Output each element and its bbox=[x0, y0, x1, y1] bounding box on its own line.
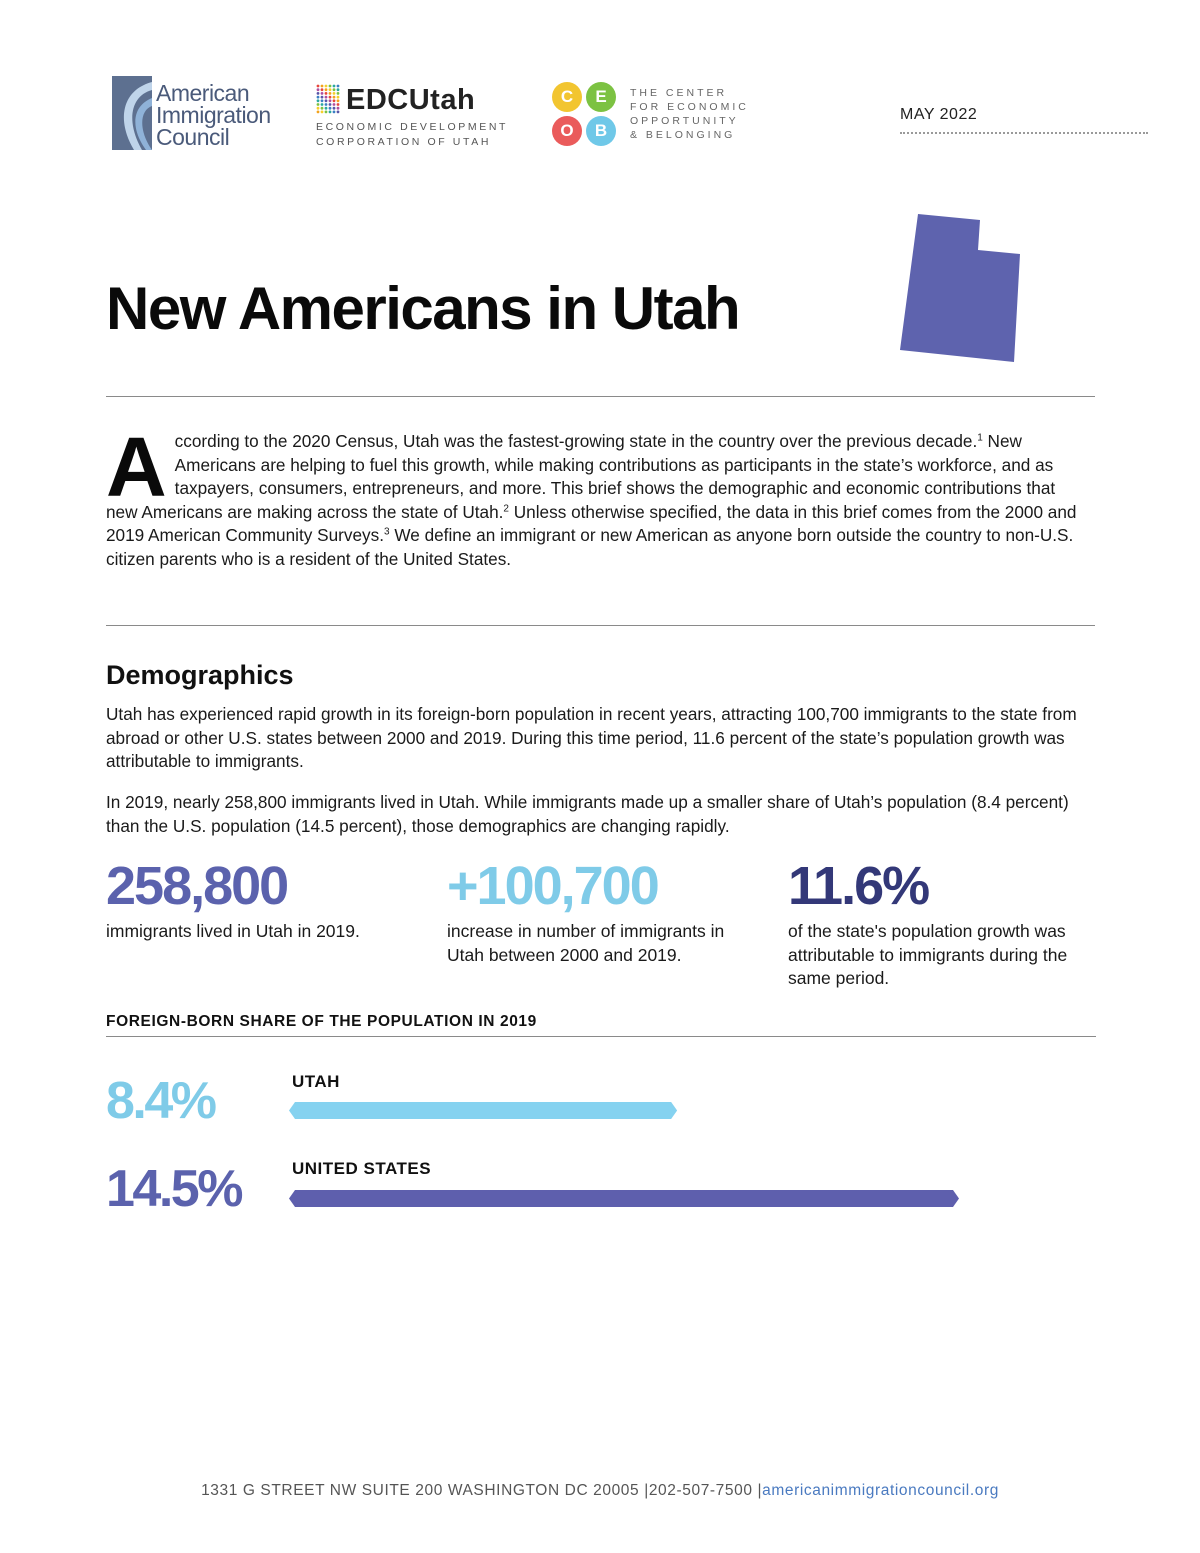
bar-value-label: 8.4% bbox=[106, 1072, 215, 1130]
ceob-circle-b: B bbox=[586, 116, 616, 146]
stat-block bbox=[788, 858, 1088, 991]
stat-description: of the state's population growth was attributable to immigrants during the same period. bbox=[788, 921, 1068, 988]
divider bbox=[106, 625, 1095, 626]
footnote-3: 3 bbox=[383, 526, 390, 538]
stat-value: +100,700 bbox=[447, 856, 658, 916]
ceob-circle-c: C bbox=[552, 82, 582, 112]
edc-sub1: ECONOMIC DEVELOPMENT bbox=[316, 121, 509, 133]
edc-dot-grid-icon bbox=[316, 84, 340, 114]
ceob-circle-e: E bbox=[586, 82, 616, 112]
ceob-line2: FOR ECONOMIC bbox=[630, 101, 749, 113]
edcutah-logo bbox=[316, 82, 516, 152]
stat-description: increase in number of immigrants in Utah between 2000 and 2019. bbox=[447, 921, 725, 965]
stat-block bbox=[106, 858, 406, 944]
intro-paragraph bbox=[106, 420, 1081, 571]
edc-sub2: CORPORATION OF UTAH bbox=[316, 136, 492, 148]
footer-phone: 202-507-7500 bbox=[648, 1482, 753, 1499]
intro-text-3: Unless otherwise specified, the data in this brief comes from the 2000 and 2019 American Community Surveys. bbox=[106, 501, 1077, 545]
stat-value: 11.6% bbox=[788, 856, 929, 916]
chart-title: FOREIGN-BORN SHARE OF THE POPULATION IN 2019 bbox=[106, 1013, 537, 1030]
intro-text-2: New Americans are helping to fuel this growth, while making contributions as participants in the state’s workforce, and as taxpayers, consumers, entrepreneurs, and more. This brief shows the demographic and economic contributions that new Americans are making across the state of Utah. bbox=[106, 431, 1056, 522]
page-title: New Americans in Utah bbox=[106, 275, 740, 342]
utah-map-icon bbox=[896, 212, 1024, 364]
ceob-line1: THE CENTER bbox=[630, 87, 728, 99]
stat-description: immigrants lived in Utah in 2019. bbox=[106, 921, 360, 941]
ceob-line3: OPPORTUNITY bbox=[630, 115, 739, 127]
intro-text-1: ccording to the 2020 Census, Utah was the fastest-growing state in the country over the previous decade. bbox=[174, 431, 978, 451]
ceob-circle-o: O bbox=[552, 116, 582, 146]
footer-address: 1331 G STREET NW SUITE 200 WASHINGTON DC 20005 bbox=[201, 1482, 640, 1499]
footnote-2: 2 bbox=[503, 502, 509, 514]
divider bbox=[106, 396, 1095, 397]
divider bbox=[106, 1036, 1096, 1037]
bar-category-label: UNITED STATES bbox=[292, 1159, 432, 1178]
edc-name: EDCUtah bbox=[346, 84, 476, 116]
aic-line1: American bbox=[156, 80, 250, 106]
stat-block bbox=[447, 858, 747, 967]
publication-date: MAY 2022 bbox=[900, 106, 1148, 134]
demographics-paragraph-1: Utah has experienced rapid growth in its foreign-born population in recent years, attracting 100,700 immigrants to the state from abroad or other U.S. states between 2000 and 2019. During this time period, 11.6 percent of the state’s population growth was attributable to immigrants. bbox=[106, 704, 1077, 771]
footer-website-link[interactable]: americanimmigrationcouncil.org bbox=[762, 1482, 999, 1499]
drop-cap: A bbox=[106, 420, 167, 514]
bar-united-states bbox=[289, 1190, 959, 1207]
footnote-1: 1 bbox=[977, 432, 983, 444]
aic-line2: Immigration bbox=[156, 102, 271, 128]
footer: 1331 G STREET NW SUITE 200 WASHINGTON DC 20005 |202-507-7500 |americanimmigrationcouncil.org bbox=[201, 1482, 999, 1499]
aic-swoosh-icon bbox=[112, 76, 152, 150]
stat-value: 258,800 bbox=[106, 856, 288, 916]
bar-category-label: UTAH bbox=[292, 1072, 340, 1091]
section-heading: Demographics bbox=[106, 660, 294, 690]
bar-utah bbox=[289, 1102, 677, 1119]
bar-value-label: 14.5% bbox=[106, 1160, 241, 1218]
ceob-line4: & BELONGING bbox=[630, 129, 736, 141]
demographics-paragraph-2: In 2019, nearly 258,800 immigrants lived in Utah. While immigrants made up a smaller share of Utah’s population (8.4 percent) than the U.S. population (14.5 percent), those demographics are changing rapidly. bbox=[106, 792, 1069, 836]
intro-text-4: We define an immigrant or new American as anyone born outside the country to non-U.S. citizen parents who is a resident of the United States. bbox=[106, 525, 1074, 569]
ceob-logo bbox=[552, 82, 752, 152]
american-immigration-council-logo bbox=[112, 76, 272, 152]
aic-line3: Council bbox=[156, 124, 230, 150]
